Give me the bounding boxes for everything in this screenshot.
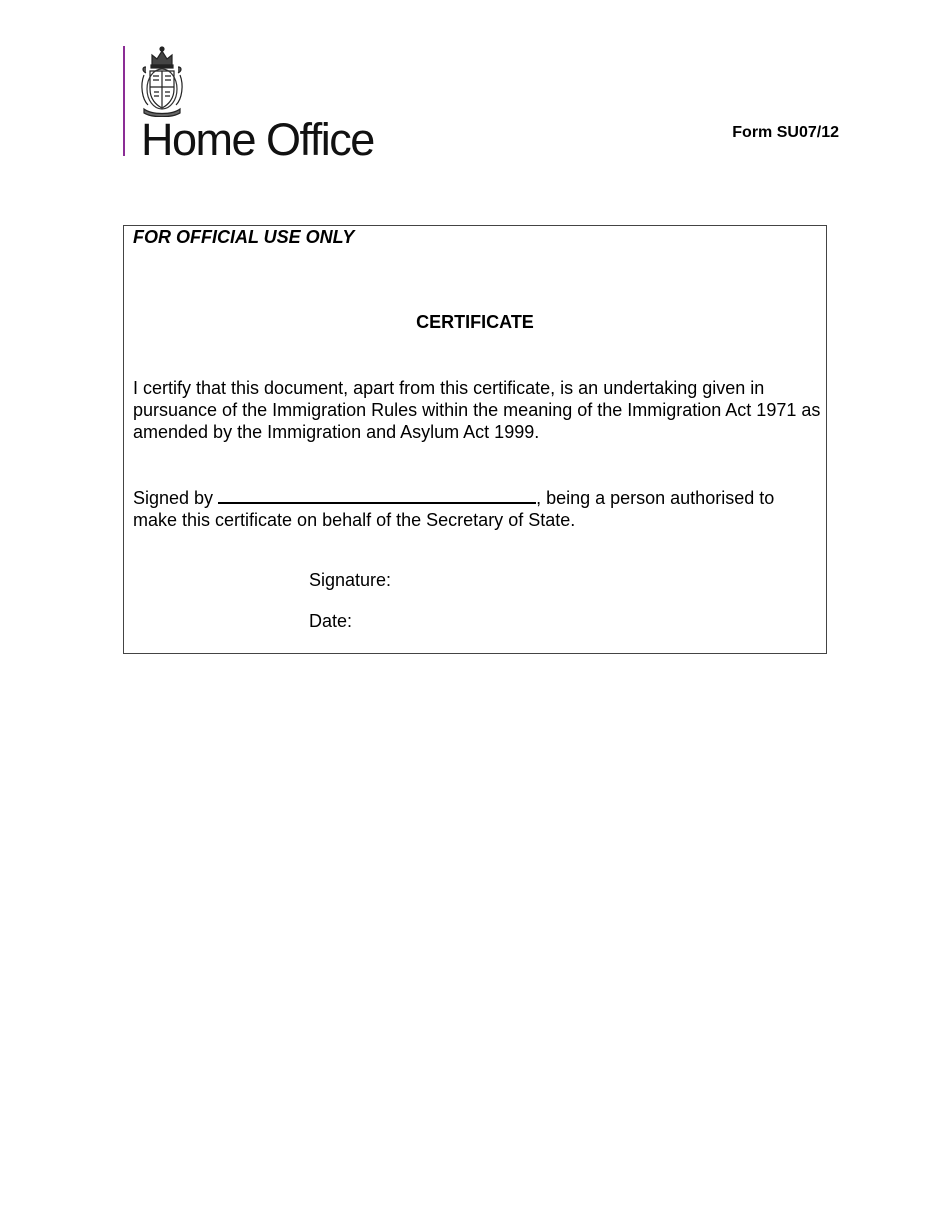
signed-by-prefix: Signed by: [133, 488, 219, 508]
brand-divider: [123, 46, 125, 156]
official-use-label: FOR OFFICIAL USE ONLY: [133, 227, 355, 247]
signature-label: Signature:: [309, 570, 392, 590]
certificate-box: [123, 225, 827, 654]
organisation-name: Home Office: [141, 114, 374, 165]
signed-by-paragraph: [133, 484, 823, 531]
certification-statement: I certify that this document, apart from this certificate, is an undertaking given in pursuance of the Immigration Rules within the meaning of the Immigration Act 1971 as amended by the Immigration and Asylum Act 1999.: [133, 378, 821, 442]
certificate-title: CERTIFICATE: [416, 312, 534, 332]
signatory-name-blank[interactable]: [218, 484, 536, 504]
signed-by-suffix: , being a person authorised to make this certificate on behalf of the Secretary of State.: [133, 488, 775, 530]
date-label: Date:: [309, 611, 353, 631]
royal-coat-of-arms-icon: [138, 45, 186, 117]
form-reference: Form SU07/12: [732, 124, 839, 141]
